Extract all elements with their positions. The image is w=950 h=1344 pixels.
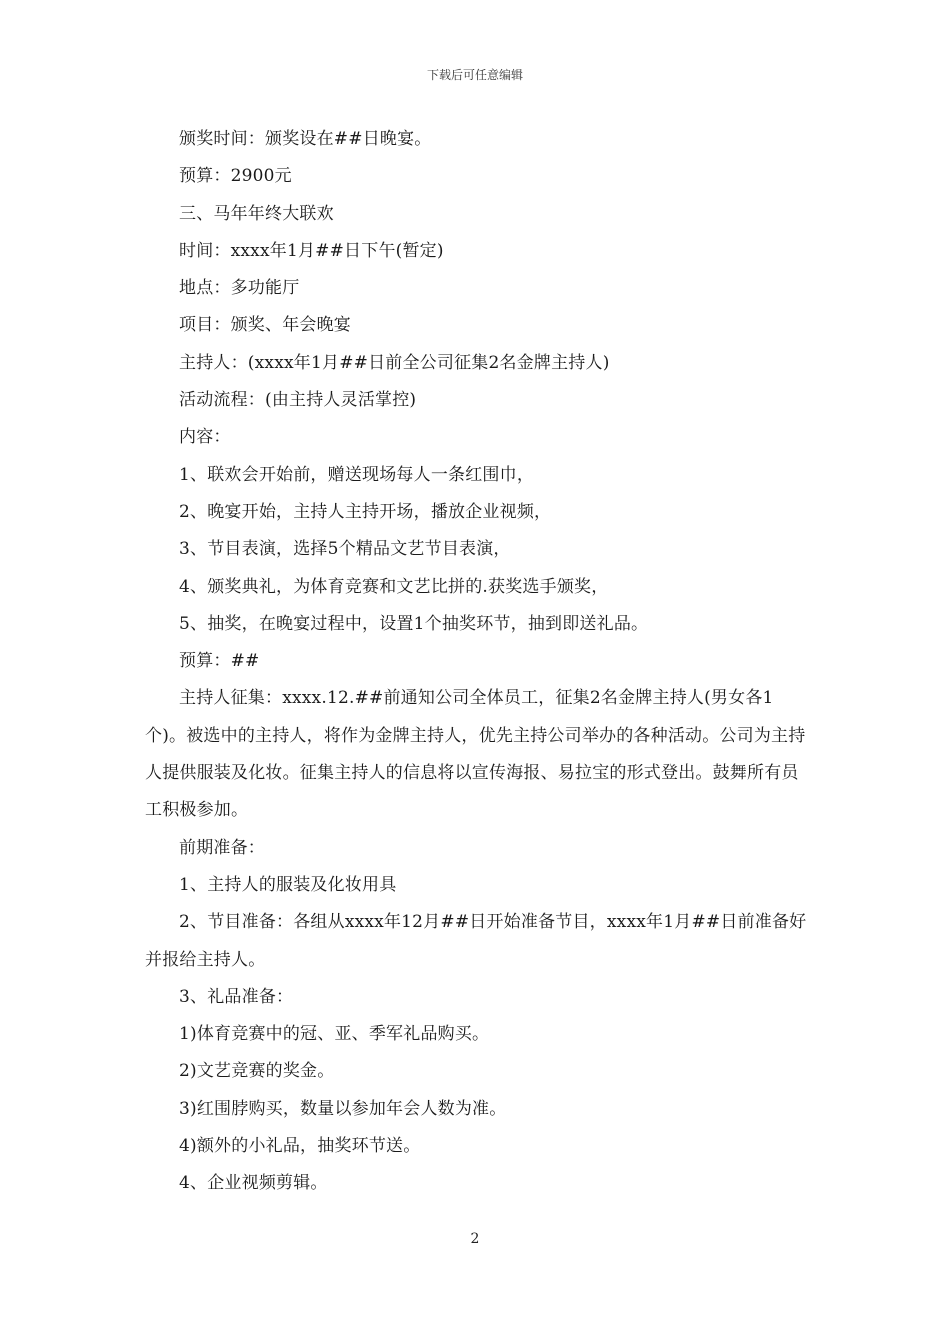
paragraph-content-label: 内容： [179, 427, 231, 448]
list-item: 3)红围脖购买，数量以参加年会人数为准。 [179, 1098, 507, 1119]
paragraph-preparation-label: 前期准备： [179, 837, 265, 858]
list-item: 2)文艺竞赛的奖金。 [179, 1061, 335, 1082]
list-item: 3、礼品准备： [179, 986, 294, 1007]
list-item: 5、抽奖，在晚宴过程中，设置1个抽奖环节，抽到即送礼品。 [179, 613, 649, 634]
paragraph-time: 时间：xxxx年1月##日下午(暂定) [179, 240, 444, 261]
document-body [145, 121, 809, 1203]
paragraph-process: 活动流程：(由主持人灵活掌控) [179, 390, 417, 411]
list-item: 2、节目准备：各组从xxxx年12月##日开始准备节目，xxxx年1月##日前准备好并报给主持人。 [145, 912, 807, 970]
paragraph-award-time: 颁奖时间：颁奖设在##日晚宴。 [179, 129, 432, 149]
paragraph-location: 地点：多功能厅 [179, 278, 300, 299]
section-heading: 三、马年年终大联欢 [179, 203, 334, 224]
page-header: 下载后可任意编辑 [426, 68, 523, 82]
paragraph-items: 项目：颁奖、年会晚宴 [179, 315, 351, 336]
paragraph-host-recruitment: 主持人征集：xxxx.12.##前通知公司全体员工，征集2名金牌主持人(男女各1个)。被选中的主持人，将作为金牌主持人，优先主持公司举办的各种活动。公司为主持人提供服装及化妆。征集主持人的信息将以宣传海报、易拉宝的形式登出。鼓舞所有员工积极参加。 [145, 688, 806, 821]
list-item: 4)额外的小礼品，抽奖环节送。 [179, 1136, 421, 1157]
list-item: 2、晚宴开始，主持人主持开场，播放企业视频， [179, 501, 552, 522]
list-item: 4、企业视频剪辑。 [179, 1173, 328, 1194]
paragraph-budget-2: 预算：## [179, 651, 260, 672]
list-item: 1、联欢会开始前，赠送现场每人一条红围巾， [179, 464, 535, 485]
list-item: 1、主持人的服装及化妆用具 [179, 874, 397, 895]
list-item: 1)体育竞赛中的冠、亚、季军礼品购买。 [179, 1024, 490, 1045]
page-number: 2 [470, 1231, 480, 1247]
list-item: 4、颁奖典礼，为体育竞赛和文艺比拼的.获奖选手颁奖， [179, 576, 609, 597]
paragraph-budget-1: 预算：2900元 [179, 166, 292, 187]
paragraph-host: 主持人：(xxxx年1月##日前全公司征集2名金牌主持人) [179, 352, 610, 373]
list-item: 3、节目表演，选择5个精品文艺节目表演， [179, 539, 511, 560]
